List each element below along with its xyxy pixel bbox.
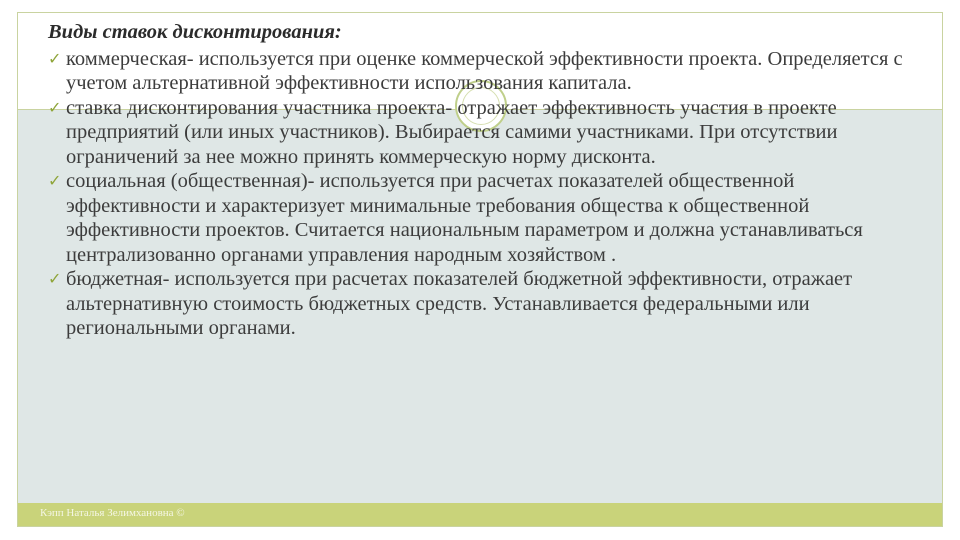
bullet-text: ставка дисконтирования участника проекта- отражает эффективность участия в проекте предприятий (или иных участников). Выбирается самими участниками. При отсутствии ограничений за нее можно принять коммерческую норму дисконта. — [66, 96, 838, 168]
bullet-list — [48, 47, 928, 341]
bullet-text: бюджетная- используется при расчетах показателей бюджетной эффективности, отражает альтернативную стоимость бюджетных средств. Устанавливается федеральными или региональными органами. — [66, 268, 853, 339]
check-icon: ✓ — [48, 48, 62, 68]
bullet-item-social — [48, 169, 928, 267]
check-icon: ✓ — [48, 171, 62, 190]
bullet-item-budget — [48, 267, 928, 341]
bullet-item-participant — [48, 96, 928, 170]
slide-content — [48, 20, 928, 341]
check-icon: ✓ — [48, 97, 62, 117]
bullet-item-commercial — [48, 47, 928, 96]
footer-author: Кэпп Наталья Зелимхановна © — [40, 507, 185, 519]
slide-title: Виды ставок дисконтирования: — [48, 21, 342, 43]
bullet-text: социальная (общественная)- используется при расчетах показателей общественной эффективности и характеризует минимальные требования общества к общественной эффективности проектов. Считается национальным параметром и должна устанавливаться централизованно органами управления народным хозяйством . — [66, 170, 863, 266]
bullet-text: коммерческая- используется при оценке коммерческой эффективности проекта. Определяется с учетом альтернативной эффективности использования капитала. — [66, 47, 903, 94]
check-icon: ✓ — [48, 269, 62, 288]
